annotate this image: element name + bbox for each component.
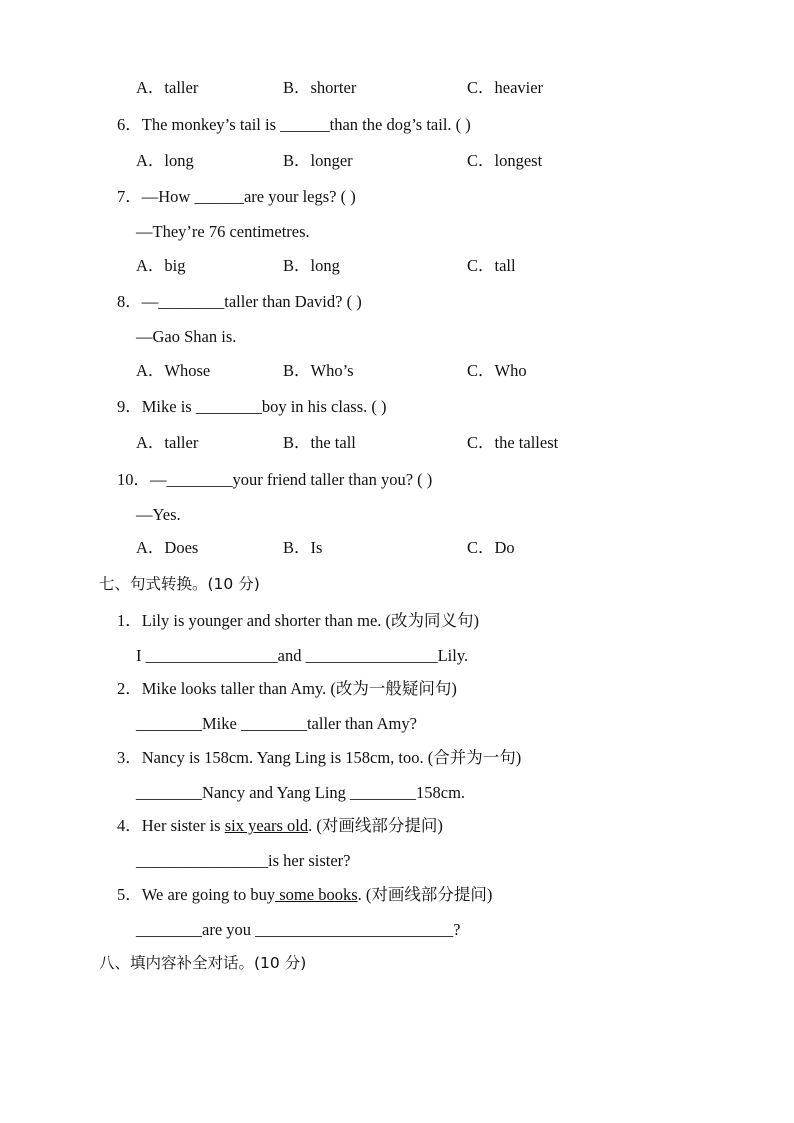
s7-item5-answer: ________are you ________________________? xyxy=(136,920,461,939)
q9-text: 9．Mike is ________boy in his class. ( ) xyxy=(117,397,387,416)
s7-item5-prompt-after: . (对画线部分提问) xyxy=(357,885,493,904)
s7-item4-prompt-after: . (对画线部分提问) xyxy=(308,816,443,835)
s7-item3-prompt: 3．Nancy is 158cm. Yang Ling is 158cm, too. (合并为一句) xyxy=(117,748,522,767)
q8-answer: —Gao Shan is. xyxy=(136,327,237,346)
s7-item4-answer: ________________is her sister? xyxy=(136,851,351,870)
q8-option-c: C．Who xyxy=(467,361,527,380)
q5-option-b: B．shorter xyxy=(283,78,357,97)
q7-text: 7．—How ______are your legs? ( ) xyxy=(117,187,356,206)
q9-option-c: C．the tallest xyxy=(467,433,559,452)
q6-text: 6．The monkey’s tail is ______than the dog’s tail. ( ) xyxy=(117,115,471,134)
q7-answer: —They’re 76 centimetres. xyxy=(136,222,310,241)
q10-text: 10．—________your friend taller than you? ( ) xyxy=(117,470,433,489)
s7-item4-prompt-before: 4．Her sister is xyxy=(117,816,225,835)
q8-option-a: A．Whose xyxy=(136,361,211,380)
q7-option-a: A．big xyxy=(136,256,186,275)
q9-option-a: A．taller xyxy=(136,433,199,452)
q7-option-b: B．long xyxy=(283,256,340,275)
q8-option-b: B．Who’s xyxy=(283,361,354,380)
s7-item2-answer: ________Mike ________taller than Amy? xyxy=(136,714,417,733)
s7-item5-prompt xyxy=(117,885,492,905)
q7-option-c: C．tall xyxy=(467,256,516,275)
s7-item1-prompt: 1．Lily is younger and shorter than me. (改为同义句) xyxy=(117,611,480,630)
s7-item4-prompt xyxy=(117,816,443,836)
s7-item1-answer: I ________________and ________________Lily. xyxy=(136,646,469,665)
section7-title: 七、句式转换。(10 分) xyxy=(99,575,260,593)
q8-text: 8．—________taller than David? ( ) xyxy=(117,292,362,311)
q5-option-a: A．taller xyxy=(136,78,199,97)
q10-answer: —Yes. xyxy=(136,505,181,524)
q6-option-c: C．longest xyxy=(467,151,543,170)
s7-item5-underlined: some books xyxy=(275,885,358,904)
s7-item4-underlined: six years old xyxy=(224,816,309,835)
q10-option-a: A．Does xyxy=(136,538,199,557)
q10-option-c: C．Do xyxy=(467,538,515,557)
s7-item2-prompt: 2．Mike looks taller than Amy. (改为一般疑问句) xyxy=(117,679,457,698)
section8-title: 八、填内容补全对话。(10 分) xyxy=(99,954,307,972)
q5-option-c: C．heavier xyxy=(467,78,544,97)
s7-item5-prompt-before: 5．We are going to buy xyxy=(117,885,276,904)
s7-item3-answer: ________Nancy and Yang Ling ________158cm. xyxy=(136,783,466,802)
q6-option-a: A．long xyxy=(136,151,194,170)
q6-option-b: B．longer xyxy=(283,151,353,170)
q10-option-b: B．Is xyxy=(283,538,323,557)
q9-option-b: B．the tall xyxy=(283,433,356,452)
